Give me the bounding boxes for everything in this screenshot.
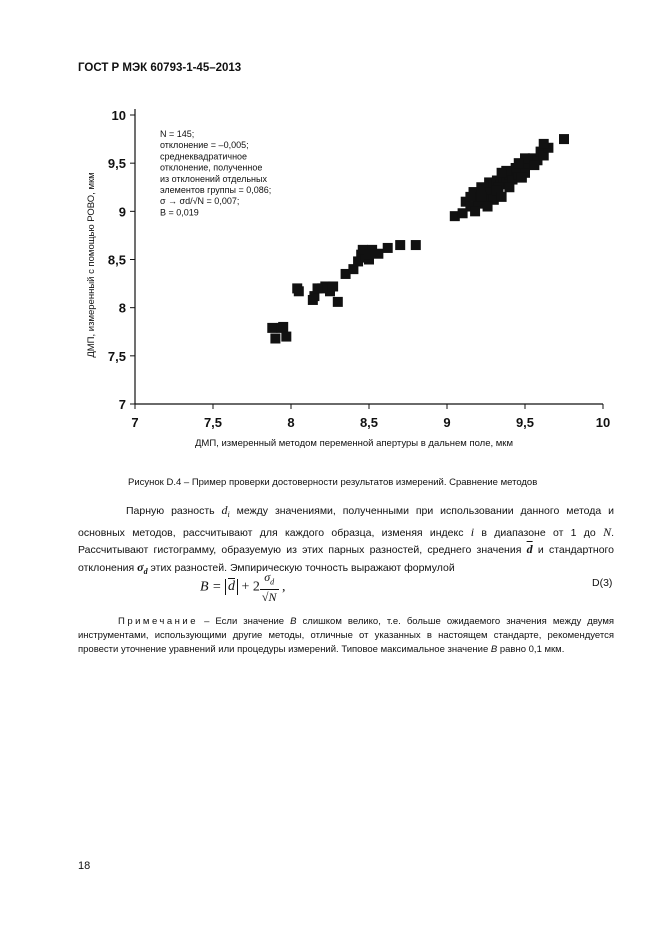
text-run: между значениями, полученными при использовании данного метода и основных методов, рассчитывают для каждого образца, изменяя индекс	[78, 505, 614, 539]
numerator-sub: d	[270, 577, 275, 587]
data-point	[559, 134, 569, 144]
text-run: Парную разность	[126, 505, 222, 517]
x-axis-label: ДМП, измеренный методом переменной апертуры в дальнем поле, мкм	[195, 438, 513, 449]
data-point	[497, 168, 507, 178]
var-N: N	[603, 524, 612, 539]
y-axis-label: ДМП, измеренный с помощью РОВО, мкм	[86, 172, 97, 358]
y-tick-label: 9,5	[107, 156, 126, 172]
text-run: – Если значение	[198, 616, 291, 627]
data-point	[328, 281, 338, 291]
text-run: этих разностей. Эмпирическую точность выражают формулой	[147, 561, 455, 574]
document-header: ГОСТ Р МЭК 60793-1-45–2013	[78, 62, 242, 74]
note-paragraph	[78, 615, 614, 657]
data-point	[539, 139, 549, 149]
annotation-line: отклонение, полученное	[160, 162, 263, 173]
formula-number: D(3)	[592, 577, 613, 589]
data-point	[278, 322, 288, 332]
note-label: Примечание	[118, 616, 198, 627]
data-point	[281, 332, 291, 342]
body-paragraph	[78, 502, 614, 581]
x-tick-label: 7	[131, 415, 139, 430]
y-tick-label: 10	[111, 108, 126, 123]
formula-abs-d: $\overline{d}$	[225, 579, 238, 595]
formula-plus: + 2	[238, 579, 260, 595]
data-point	[529, 160, 539, 170]
text-run: слишком велико, т.е. больше ожидаемого значения между двумя инструментами, использующими другие методы, отличные от указанных в настоящем стандарте, рекомендуется провести уточнение уравнений или процедуры измерений. Типовое максимальное значение	[78, 616, 614, 655]
x-tick-label: 8,5	[359, 415, 379, 430]
text-run: и стандартного отклонения	[78, 544, 614, 574]
data-point	[333, 297, 343, 307]
text-run: в диапазоне от 1 до	[474, 526, 604, 539]
data-point	[294, 286, 304, 296]
page-number: 18	[78, 860, 91, 872]
scatter-chart	[78, 95, 618, 465]
data-point	[514, 158, 524, 168]
data-point	[504, 182, 514, 192]
note-var-B: B	[490, 644, 498, 655]
annotation-line: σ → σd/√N = 0,007;	[160, 196, 240, 207]
y-tick-label: 7,5	[107, 348, 126, 364]
data-point	[270, 333, 280, 343]
y-tick-label: 8,5	[107, 252, 126, 268]
data-point	[465, 192, 475, 202]
chart-annotation	[160, 129, 271, 217]
formula-fraction	[260, 570, 279, 604]
formula	[200, 570, 286, 604]
data-point	[373, 249, 383, 259]
var-d: d	[221, 503, 228, 517]
data-point	[267, 323, 277, 333]
data-point	[411, 240, 421, 250]
data-point	[313, 283, 323, 293]
annotation-line: элементов группы = 0,086;	[160, 185, 272, 195]
var-i: i	[470, 524, 475, 539]
var-sigma: σ	[137, 559, 144, 574]
text-run: равно 0,1 мкм.	[497, 644, 565, 655]
data-point	[476, 192, 486, 202]
figure-caption: Рисунок D.4 – Пример проверки достоверности результатов измерений. Сравнение методов	[128, 477, 538, 488]
annotation-line: отклонение = –0,005;	[160, 140, 249, 151]
x-tick-label: 10	[595, 415, 611, 430]
x-tick-label: 9,5	[515, 415, 535, 430]
annotation-line: из отклонений отдельных	[160, 173, 267, 184]
x-tick-label: 9	[443, 415, 451, 430]
annotation-line: среднеквадратичное	[160, 151, 248, 162]
y-tick-label: 8	[118, 300, 126, 316]
note-var-B: B	[290, 616, 297, 627]
var-sigma-sub: d	[143, 566, 148, 576]
data-point	[470, 206, 480, 216]
formula-tail: ,	[278, 579, 286, 595]
data-point	[383, 243, 393, 253]
var-d-mean: $\overline{d}$	[526, 542, 533, 557]
chart-points	[267, 134, 569, 343]
y-tick-label: 7	[118, 397, 126, 412]
numerator-sigma: σ	[264, 570, 271, 584]
fraction-denominator: √N	[261, 590, 277, 605]
annotation-line: B = 0,019	[160, 207, 199, 218]
data-point	[483, 202, 493, 212]
text-run: . Рассчитывают гистограмму, образуемую из этих парных разностей, среднего значения	[78, 526, 614, 557]
fraction-numerator	[260, 570, 279, 590]
x-tick-label: 8	[287, 415, 295, 430]
y-tick-label: 9	[118, 204, 126, 220]
data-point	[517, 173, 527, 183]
data-point	[395, 240, 405, 250]
data-point	[364, 250, 374, 260]
x-tick-label: 7,5	[203, 415, 223, 430]
data-point	[497, 192, 507, 202]
data-point	[458, 208, 468, 218]
annotation-line: N = 145;	[160, 129, 195, 139]
formula-lhs: B =	[200, 579, 225, 595]
var-sub-i: i	[227, 510, 230, 520]
